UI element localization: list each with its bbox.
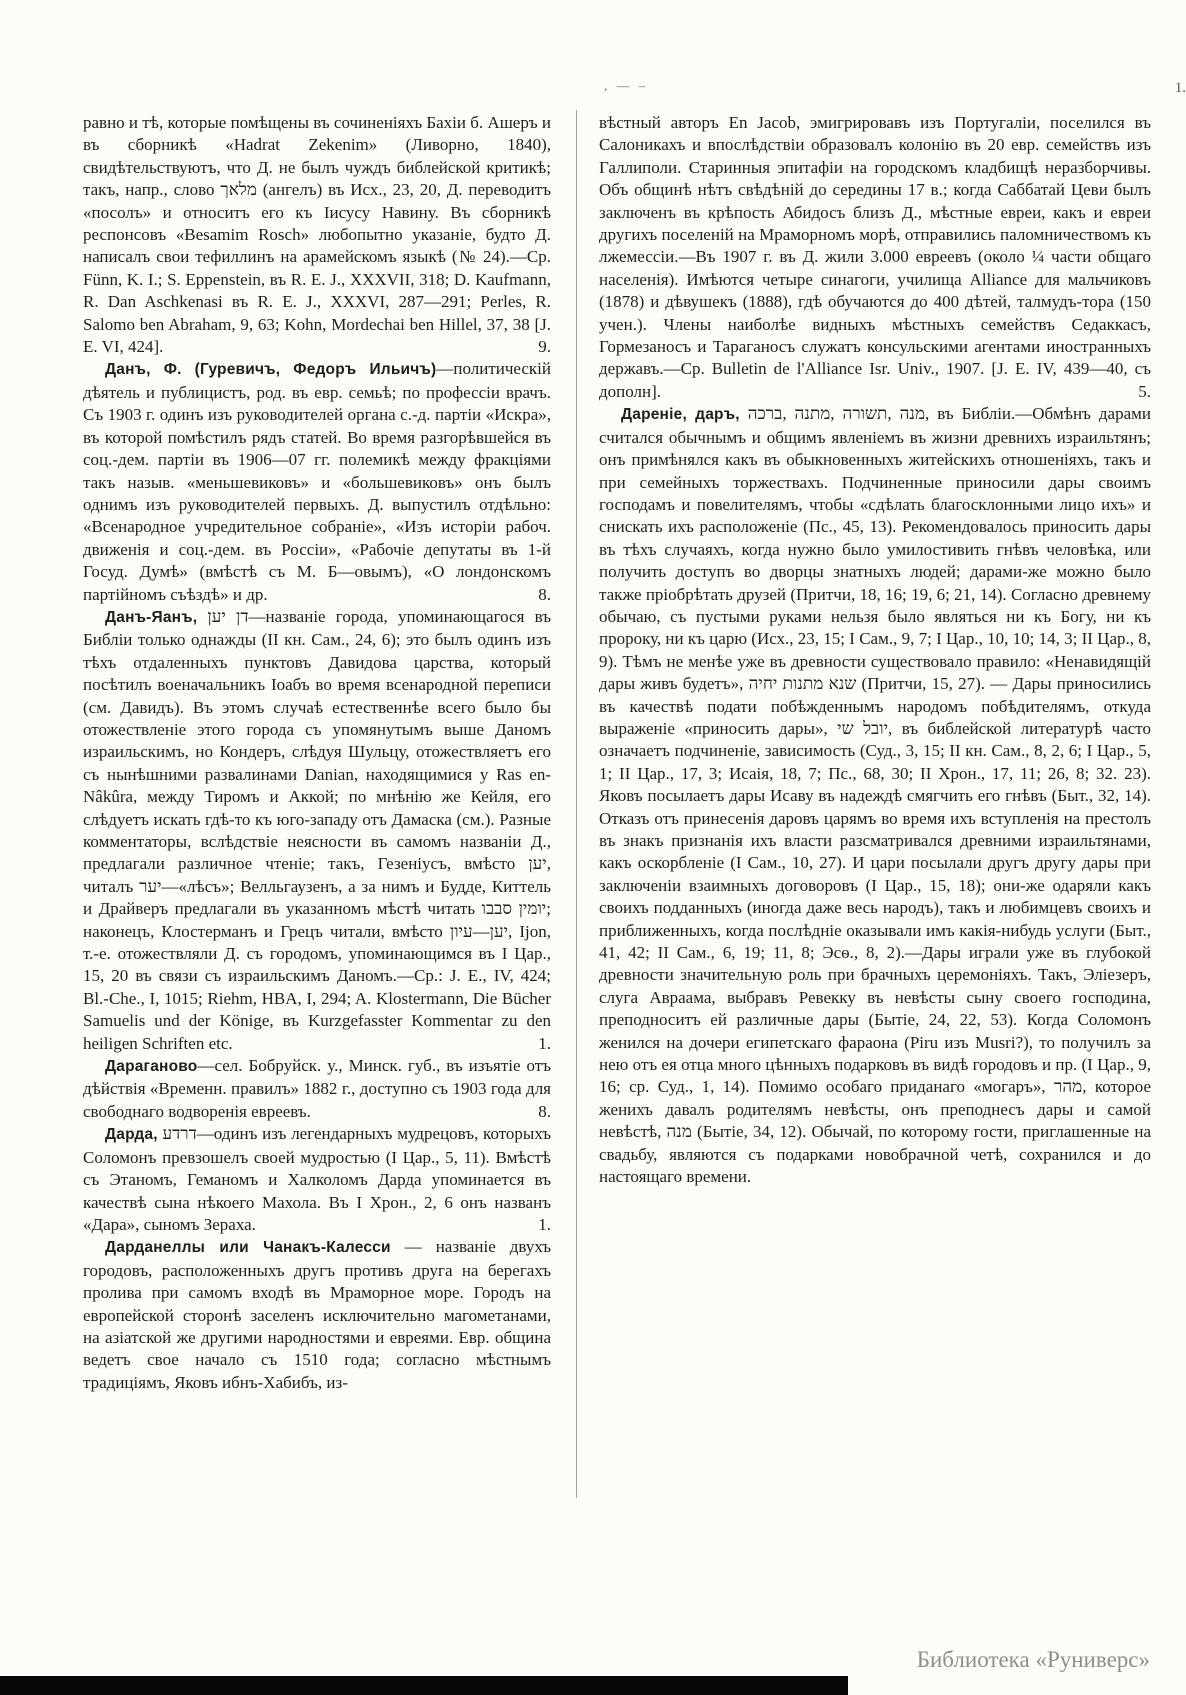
entry-dan-jaan	[83, 606, 551, 1055]
paragraph-continuation-dan	[83, 112, 551, 358]
entry-darenie	[599, 403, 1151, 1188]
left-column	[83, 112, 551, 1504]
entry-daraganovo	[83, 1055, 551, 1123]
entry-headword: Дараганово	[105, 1058, 198, 1076]
paragraph-continuation-dardanelles	[599, 112, 1151, 403]
paragraph-text: דן יען—названіе города, упоминающагося въ Библіи только однажды (II кн. Сам., 24, 6); это былъ одинъ изъ тѣхъ отдаленныхъ пунктовъ Давидова царства, который посѣтилъ военачальникъ Іоабъ во время всенародной переписи (см. Давидъ). Въ этомъ случаѣ естественнѣе всего было бы отожествленіе этого города съ упомянутымъ выше Даномъ израильскимъ, но Кондеръ, слѣдуя Шульцу, отожествляетъ его съ нынѣшними развалинами Danian, находящимися у Ras en-Nâkûra, между Тиромъ и Аккой; по мнѣнію же Кейля, его слѣдуетъ искать гдѣ-то къ юго-западу отъ Дамаска (см.). Разные комментаторы, вслѣдствіе неясности въ самомъ названіи Д., предлагали различное чтеніе; такъ, Гезеніусъ, вмѣсто יען, читалъ יער—«лѣсъ»; Велльгаузенъ, а за нимъ и Будде, Киттель и Драйверъ предлагали въ указанномъ мѣстѣ читать יומין סבבו; наконецъ, Клостерманъ и Грецъ читали, вмѣсто יען—עיון, Ijon, т.-е. отожествляли Д. съ городомъ, упоминающимся въ I Цар., 15, 20 въ связи съ израильскимъ Даномъ.—Ср.: J. E., IV, 424; Bl.-Che., I, 1015; Riehm, HBA, I, 294; A. Klostermann, Die Bücher Samuelis und der Könige, въ Kurzgefasster Kommentar zu den heiligen Schriften etc.	[83, 606, 551, 1053]
entry-headword: Дареніе, даръ,	[621, 406, 740, 424]
author-signature: 5.	[1138, 381, 1151, 401]
author-signature: 8.	[538, 1101, 551, 1121]
author-signature: 1.	[538, 1033, 551, 1053]
entry-dardanelles	[83, 1236, 551, 1394]
entry-headword: Дарда,	[105, 1126, 158, 1144]
entry-dan-f-gurevich	[83, 358, 551, 605]
scan-edge-artifact	[0, 1676, 848, 1695]
entry-headword: Данъ-Яанъ,	[105, 608, 198, 626]
paragraph-text: —политическій дѣятель и публицистъ, род. въ евр. семьѣ; по профессіи врачъ. Съ 1903 г. одинъ изъ руководителей органа с.-д. партіи «Искра», въ которой помѣстилъ рядъ статей. Во время разгорѣвшейся въ соц.-дем. партіи въ 1906—07 гг. полемикѣ между фракціями такъ назыв. «меньшевиковъ» и «большевиковъ» онъ былъ однимъ изъ руководителей первыхъ. Д. выпустилъ отдѣльно: «Всенародное учредительное собраніе», «Изъ исторіи рабоч. движенія и соц.-дем. въ Россіи», «Рабочіе депутаты въ 1-й Госуд. Думѣ» (вмѣстѣ съ М. Б—овымъ), «О лондонскомъ партійномъ съѣздѣ» и др.	[83, 359, 551, 604]
page-number-fragment: 1.	[1174, 80, 1186, 96]
entry-darda	[83, 1123, 551, 1236]
entry-headword: Данъ, Ф. (Гуревичъ, Федоръ Ильичъ)	[105, 361, 437, 379]
column-divider-rule	[576, 110, 577, 1498]
scan-artifact-mark: , — –	[604, 78, 649, 93]
right-column	[599, 112, 1151, 1504]
entry-headword: Дарданеллы или Чанакъ-Калесси	[105, 1239, 391, 1257]
author-signature: 1.	[538, 1214, 551, 1234]
paragraph-text: — названіе двухъ городовъ, расположенныхъ другъ противъ друга на берегахъ пролива при самомъ входѣ въ Мраморное море. Городъ на европейской сторонѣ заселенъ исключительно магометанами, на азіатской же другими народностями и евреями. Евр. община ведетъ свое начало съ 1510 года; согласно мѣстнымъ традиціямъ, Яковъ ибнъ-Хабибъ, из-	[83, 1237, 551, 1392]
author-signature: 9.	[538, 337, 551, 357]
paragraph-text: равно и тѣ, которые помѣщены въ сочиненіяхъ Бахіи б. Ашеръ и въ сборникѣ «Hadrat Zekenim» (Ливорно, 1840), свидѣтельствуютъ, что Д. не былъ чуждъ библейской критикѣ; такъ, напр., слово מלאך (ангелъ) въ Исх., 23, 20, Д. переводитъ «посолъ» и относитъ его къ Іисусу Навину. Въ сборникѣ респонсовъ «Besamim Rosch» любопытно указаніе, будто Д. написалъ свои тефиллинъ на арамейскомъ языкѣ (№ 24).—Ср. Fünn, K. I.; S. Eppenstein, въ R. E. J., XXXVII, 318; D. Kaufmann, R. Dan Aschkenasi въ R. E. J., XXXVI, 287—291; Perles, R. Salomo ben Abraham, 9, 63; Kohn, Mordechai ben Hillel, 37, 38 [J. E. VI, 424].	[83, 113, 551, 357]
paragraph-text: вѣстный авторъ En Jacob, эмигрировавъ изъ Португаліи, поселился въ Салоникахъ и впослѣдствіи образовалъ колонію въ 20 евр. семействъ изъ Галлиполи. Старинныя эпитафіи на городскомъ кладбищѣ неразборчивы. Объ общинѣ нѣтъ свѣдѣній до середины 17 в.; когда Саббатай Цеви былъ заключенъ въ крѣпость Абидосъ близъ Д., мѣстные евреи, какъ и евреи другихъ поселеній на Мраморномъ морѣ, отправились паломничествомъ къ лжемессіи.—Въ 1907 г. въ Д. жили 3.000 евреевъ (около ¼ части общаго населенія). Имѣются четыре синагоги, училища Alliance для мальчиковъ (1878) и дѣвушекъ (1888), гдѣ обучаются до 400 дѣтей, талмудъ-тора (150 учен.). Члены наиболѣе видныхъ мѣстныхъ семействъ Седаккасъ, Гормезаносъ и Тараганосъ служатъ консульскими агентами иностранныхъ державъ.—Ср. Bulletin de l'Alliance Isr. Univ., 1907. [J. E. IV, 439—40, съ дополн].	[599, 113, 1151, 401]
author-signature: 8.	[538, 584, 551, 604]
paragraph-text: מנה ,תשורה ,מתנה ,ברכה, въ Библіи.—Обмѣнъ дарами считался обычнымъ и общимъ явленіемъ въ жизни древнихъ израильтянъ; онъ примѣнялся какъ въ обыкновенныхъ житейскихъ отношеніяхъ, такъ и при семейныхъ торжествахъ. Подчиненные приносили дары своимъ господамъ и повелителямъ, чтобы «сдѣлать благосклонными лицо ихъ» и снискать ихъ расположеніе (Пс., 45, 13). Рекомендовалось приносить дары въ тѣхъ случаяхъ, когда нужно было умилостивить гнѣвъ человѣка, или получить доступъ во дворцы знатныхъ людей; дарами-же можно было также пріобрѣтать друзей (Притчи, 18, 16; 19, 6; 21, 14). Согласно древнему обычаю, съ пустыми руками нельзя было являться ни къ Богу, ни къ пророку, ни къ царю (Исх., 23, 15; I Сам., 9, 7; I Цар., 10, 10; 14, 3; II Цар., 8, 9). Тѣмъ не менѣе уже въ древности существовало правило: «Ненавидящій дары живъ будетъ», שנא מתנות יחיה (Притчи, 15, 27). — Дары приносились въ качествѣ подати побѣжденнымъ народомъ побѣдителямъ, откуда выраженіе «приносить дары», יובל שי, въ библейской литературѣ часто означаетъ подчиненіе, зависимость (Суд., 3, 15; II кн. Сам., 8, 2, 6; I Цар., 5, 1; II Цар., 17, 3; Исаія, 18, 7; Пс., 68, 30; II Хрон., 17, 11; 26, 8; 32. 23). Яковъ посылаетъ дары Исаву въ надеждѣ смягчить его гнѣвъ (Быт., 32, 14). Отказъ отъ принесенія даровъ царямъ во время ихъ вступленія на престолъ въ знакъ признанія ихъ власти разсматривался древними израильтянами, какъ оскорбленіе (I Сам., 10, 27). И цари посылали другъ другу дары при заключеніи взаимныхъ договоровъ (I Цар., 15, 18); они-же одаряли какъ своихъ подданныхъ (иногда даже весь народъ), такъ и любимцевъ своихъ и приближенныхъ, когда послѣдніе оказывали имъ какія-нибудь услуги (Быт., 41, 42; II Сам., 6, 19; 11, 8; Эсѳ., 8, 2).—Дары играли уже въ глубокой древности значительную роль при брачныхъ церемоніяхъ. Такъ, Эліезеръ, слуга Авраама, выбравъ Ревекку въ невѣсты сыну своего господина, преподноситъ ей различные дары (Бытіе, 24, 22, 53). Когда Соломонъ женился на дочери египетскаго фараона (Piru изъ Musri?), то получилъ за нею отъ ея отца много цѣнныхъ подарковъ въ видѣ городовъ и пр. (I Цар., 9, 16; ср. Суд., 1, 14). Помимо особаго приданаго «могаръ», מהר, которое женихъ давалъ родителямъ невѣсты, онъ преподнесъ дары и самой невѣстѣ, מנה (Бытіе, 34, 12). Обычай, по которому гости, приглашенные на свадьбу, являются съ подарками новобрачной четѣ, сохранился и до настоящаго времени.	[599, 404, 1151, 1187]
library-watermark: Библиотека «Руниверс»	[916, 1647, 1150, 1672]
paragraph-text: —сел. Бобруйск. у., Минск. губ., въ изъятіе отъ дѣйствія «Временн. правилъ» 1882 г., доступно съ 1903 года для свободнаго водворенія евреевъ.	[83, 1056, 551, 1121]
paragraph-text: דרדע—одинъ изъ легендарныхъ мудрецовъ, которыхъ Соломонъ превзошелъ своей мудростью (I Цар., 5, 11). Вмѣстѣ съ Этаномъ, Геманомъ и Халколомъ Дарда упоминается въ качествѣ сына нѣкоего Махола. Въ I Хрон., 2, 6 онъ названъ «Дара», сыномъ Зераха.	[83, 1124, 551, 1234]
